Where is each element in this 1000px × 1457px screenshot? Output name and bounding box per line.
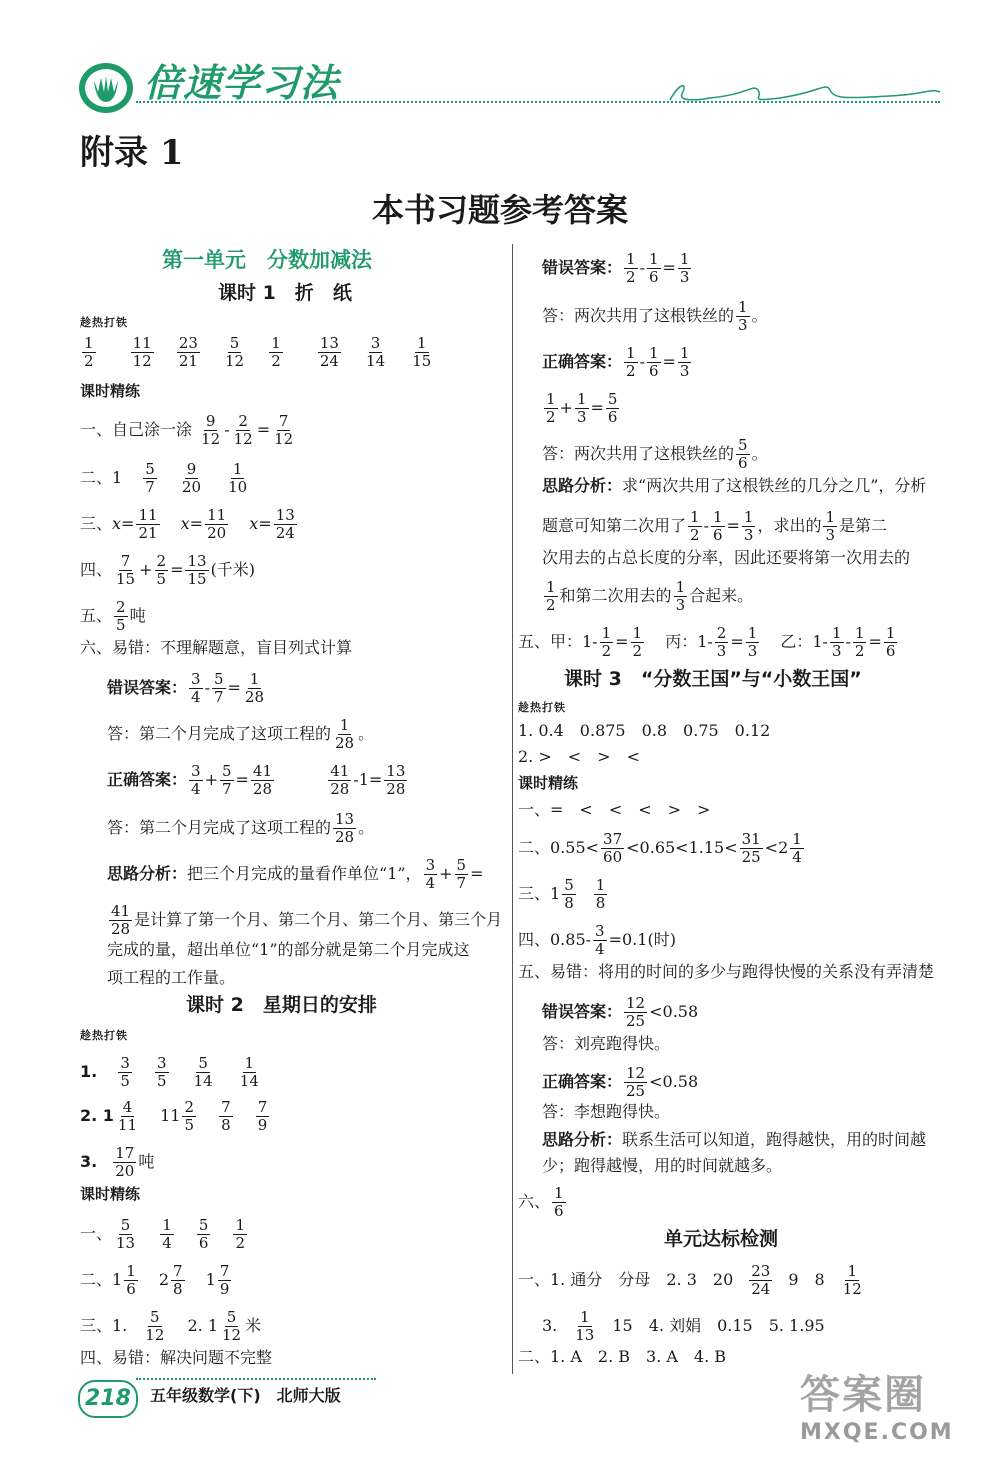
l2-q4-analysis-4: $\frac{1}{2}$ 和第二次用去的 $\frac{1}{3}$ 合起来。 (546, 578, 754, 614)
l3-p5: 五、易错：将用的时间的多少与跑得快慢的关系没有弄清楚 (518, 962, 935, 981)
l1-q6-answer2: 答：第二个月完成了这项工程的 $\frac{13}{28}$ 。 (107, 810, 375, 846)
l3-p5-right: 正确答案： $\frac{12}{25}$ <0.58 (542, 1064, 699, 1100)
l3-p5-wrong: 错误答案： $\frac{12}{25}$ <0.58 (542, 994, 699, 1030)
l2-w2: 2. 1 $\frac{4}{11}$ 11 $\frac{2}{5}$ $\frac{7}{8}$ $\frac{7}{9}$ (80, 1098, 268, 1134)
l3-p6: 六、 $\frac{1}{6}$ (518, 1184, 564, 1220)
l2-q4-answer1: 答：两次共用了这根铁丝的 $\frac{1}{3}$ 。 (542, 298, 768, 334)
l1-q4: 四、 $\frac{7}{15}$ + $\frac{2}{5}$ = $\frac{13}{15}$ (千米) (80, 552, 256, 588)
l1-q6-analysis-3: 完成的量，超出单位“1”的部分就是第二个月完成这 (107, 940, 470, 959)
l2-q4-right-2: $\frac{1}{2}$ + $\frac{1}{3}$ = $\frac{5}{6}$ (546, 390, 618, 426)
l2-q4-analysis: 思路分析：求“两次共用了这根铁丝的几分之几”，分析 (542, 476, 927, 495)
l2-w3: 3. $\frac{17}{20}$ 吨 (80, 1144, 155, 1180)
main-title: 本书习题参考答案 (372, 191, 629, 229)
lesson1-title: 课时 1 折 纸 (218, 282, 352, 304)
brand-title: 倍速学习法 (144, 61, 340, 105)
l2-q4-answer2: 答：两次共用了这根铁丝的 $\frac{5}{6}$ 。 (542, 436, 768, 472)
l2-w1: 1. $\frac{3}{5}$ $\frac{3}{5}$ $\frac{5}{14}$ $\frac{1}{14}$ (80, 1054, 259, 1090)
label-cheat-2: 趁热打铁 (80, 1029, 128, 1042)
l1-q1: 一、自己涂一涂 $\frac{9}{12}$ - $\frac{2}{12}$ = $\frac{7}{12}$ (80, 412, 294, 448)
l2-q4-wrong: 错误答案： $\frac{1}{2}$ - $\frac{1}{6}$ = $\frac{1}{3}$ (542, 250, 690, 286)
l2-q4-analysis-2: 题意可知第二次用了 $\frac{1}{2}$ - $\frac{1}{6}$ = $\frac{1}{3}$ ，求出的 $\frac{1}{3}$ 是第二 (542, 508, 888, 544)
l1-q6-analysis: 思路分析：把三个月完成的量看作单位“1”， $\frac{3}{4}$ + $\frac{5}{7}$ = (107, 856, 484, 892)
l1-q6-analysis-4: 项工程的工作量。 (107, 968, 236, 987)
label-practice: 课时精练 (80, 382, 141, 400)
unit1-title: 第一单元 分数加减法 (162, 248, 372, 272)
l3-p4: 四、0.85- $\frac{3}{4}$ =0.1(时) (518, 922, 676, 958)
test-line-2: 3. $\frac{1}{13}$ 15 4. 刘娟 0.15 5. 1.95 (542, 1308, 825, 1344)
test-line-3: 二、1. A 2. B 3. A 4. B (518, 1347, 727, 1366)
watermark-text: 答案圈 (800, 1372, 926, 1418)
label-practice-3: 课时精练 (518, 774, 579, 792)
l1-q5: 五、 $\frac{2}{5}$ 吨 (80, 598, 146, 634)
l3-p1: 一、= < < < > > (518, 800, 711, 819)
page-number: 218 (78, 1380, 138, 1418)
l1-q2: 二、1 $\frac{5}{7}$ $\frac{9}{20}$ $\frac{1}{10}$ (80, 460, 248, 496)
l3-p2: 二、0.55< $\frac{37}{60}$ <0.65<1.15< $\frac{31}{25}$ <2 $\frac{1}{4}$ (518, 830, 802, 866)
lesson3-title: 课时 3 “分数王国”与“小数王国” (564, 668, 862, 690)
l2-q4-analysis-3: 次用去的占总长度的分率，因此还要将第一次用去的 (542, 548, 911, 567)
appendix-title: 附录 1 (80, 133, 184, 173)
test-line-1: 一、1. 通分 分母 2. 3 20 $\frac{23}{24}$ 9 8 $\frac{1}{12}$ (518, 1262, 862, 1298)
label-practice-2: 课时精练 (80, 1185, 141, 1203)
l1-q6-right: 正确答案： $\frac{3}{4}$ + $\frac{5}{7}$ = $\frac{41}{28}$ $\frac{41}{28}$ -1= $\frac{13}{28}$ (107, 762, 406, 798)
l2-p4: 四、易错：解决问题不完整 (80, 1348, 273, 1367)
l3-p5-analysis-2: 少；跑得越慢，用的时间就越多。 (542, 1156, 783, 1175)
l3-w2: 2. > < > < (518, 747, 640, 766)
column-divider (512, 244, 513, 1374)
l1-q6: 六、易错：不理解题意，盲目列式计算 (80, 638, 353, 657)
label-cheat-3: 趁热打铁 (518, 701, 566, 714)
l1-q3: 三、x= $\frac{11}{21}$ x= $\frac{11}{20}$ x= $\frac{13}{24}$ (80, 506, 295, 542)
l2-p2: 二、1 $\frac{1}{6}$ 2 $\frac{7}{8}$ 1 $\frac{7}{9}$ (80, 1262, 230, 1298)
l1-q6-wrong: 错误答案： $\frac{3}{4}$ - $\frac{5}{7}$ = $\frac{1}{28}$ (107, 670, 265, 706)
watermark-url: MXQE.COM (800, 1420, 954, 1445)
lesson2-title: 课时 2 星期日的安排 (186, 994, 377, 1016)
l1-warm-answers: $\frac{1}{2}$ $\frac{11}{12}$ $\frac{23}{21}$ $\frac{5}{12}$ $\frac{1}{2}$ $\frac{13}{24}$ $\frac{3}{14}$ $\frac{1}{15}$ (84, 334, 432, 370)
l1-q6-answer1: 答：第二个月完成了这项工程的 $\frac{1}{28}$ 。 (107, 716, 375, 752)
brand-logo-icon (78, 62, 134, 114)
book-info: 五年级数学(下) 北师大版 (150, 1386, 341, 1405)
l2-q5: 五、甲：1- $\frac{1}{2}$ = $\frac{1}{2}$ 丙：1- $\frac{2}{3}$ = $\frac{1}{3}$ 乙：1- $\frac{1}{3}$ - $\frac{1}{2}$ = $\frac{1}{6}$ (518, 624, 896, 660)
l2-q4-right: 正确答案： $\frac{1}{2}$ - $\frac{1}{6}$ = $\frac{1}{3}$ (542, 344, 690, 380)
l1-q6-analysis-2: $\frac{41}{28}$ 是计算了第一个月、第二个月、第二个月、第三个月 (111, 902, 503, 938)
l3-p5-answer2: 答：李想跑得快。 (542, 1102, 671, 1121)
header-swirl-ornament (660, 80, 950, 104)
footer-rule (136, 1378, 376, 1380)
unit-test-title: 单元达标检测 (664, 1228, 779, 1250)
l2-p1: 一、 $\frac{5}{13}$ $\frac{1}{4}$ $\frac{5}{6}$ $\frac{1}{2}$ (80, 1216, 246, 1252)
l3-w1: 1. 0.4 0.875 0.8 0.75 0.12 (518, 721, 771, 740)
l2-p3: 三、1. $\frac{5}{12}$ 2. 1 $\frac{5}{12}$ 米 (80, 1308, 262, 1344)
l3-p5-analysis: 思路分析：联系生活可以知道，跑得越快，用的时间越 (542, 1130, 927, 1149)
label-cheat: 趁热打铁 (80, 316, 128, 329)
l3-p5-answer1: 答：刘亮跑得快。 (542, 1034, 671, 1053)
l3-p3: 三、1 $\frac{5}{8}$ $\frac{1}{8}$ (518, 876, 606, 912)
